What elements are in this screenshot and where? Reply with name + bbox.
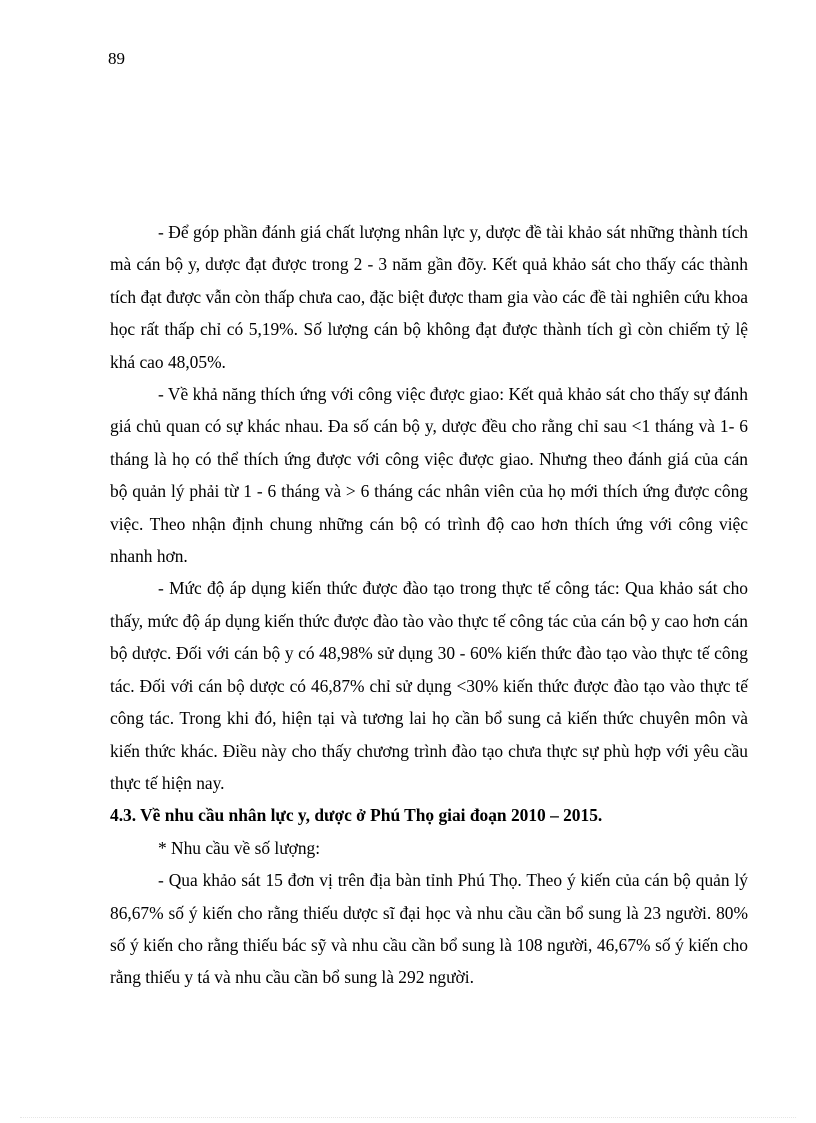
subheading-quantity-needs: * Nhu cầu về số lượng: (158, 837, 321, 858)
paragraph-survey-results: - Qua khảo sát 15 đơn vị trên địa bàn tỉnh Phú Thọ. Theo ý kiến của cán bộ quản lý 86,67% số ý kiến cho rằng thiếu dược sĩ đại học và nhu cầu cần bổ sung là 23 người. 80% số ý kiến cho rằng thiếu bác sỹ và nhu cầu cần bổ sung là 108 người, 46,67% số ý kiến cho rằng thiếu y tá và nhu cầu cần bổ sung là 292 người. (110, 870, 748, 988)
paragraph-adaptability: - Về khả năng thích ứng với công việc được giao: Kết quả khảo sát cho thấy sự đánh giá chủ quan có sự khác nhau. Đa số cán bộ y, dược đều cho rằng chỉ sau <1 tháng và 1- 6 tháng là họ có thể thích ứng được với công việc được giao. Nhưng theo đánh giá của cán bộ quản lý phải từ 1 - 6 tháng và > 6 tháng các nhân viên của họ mới thích ứng được công việc. Theo nhận định chung những cán bộ có trình độ cao hơn thích ứng với công việc nhanh hơn. (110, 384, 748, 567)
section-heading: 4.3. Về nhu cầu nhân lực y, dược ở Phú Thọ giai đoạn 2010 – 2015. (110, 805, 603, 826)
paragraph-achievements: - Để góp phần đánh giá chất lượng nhân lực y, dược đề tài khảo sát những thành tích mà cán bộ y, dược đạt được trong 2 - 3 năm gần đõy. Kết quả khảo sát cho thấy các thành tích đạt được vẫn còn thấp chưa cao, đặc biệt được tham gia vào các đề tài nghiên cứu khoa học rất thấp chỉ có 5,19%. Số lượng cán bộ không đạt được thành tích gì còn chiếm tỷ lệ khá cao 48,05%. (110, 222, 748, 372)
page-bottom-rule (20, 1117, 796, 1118)
document-body (110, 216, 748, 994)
paragraph-knowledge-application: - Mức độ áp dụng kiến thức được đào tạo trong thực tế công tác: Qua khảo sát cho thấy, mức độ áp dụng kiến thức được đào tào vào thực tế công tác của cán bộ y cao hơn cán bộ dược. Đối với cán bộ y có 48,98% sử dụng 30 - 60% kiến thức đào tạo vào thực tế công tác. Đối với cán bộ dược có 46,87% chỉ sử dụng <30% kiến thức được đào tạo vào thực tế công tác. Trong khi đó, hiện tại và tương lai họ cần bổ sung cả kiến thức chuyên môn và kiến thức khác. Điều này cho thấy chương trình đào tạo chưa thực sự phù hợp với yêu cầu thực tế hiện nay. (110, 578, 748, 793)
page-number: 89 (108, 49, 125, 68)
